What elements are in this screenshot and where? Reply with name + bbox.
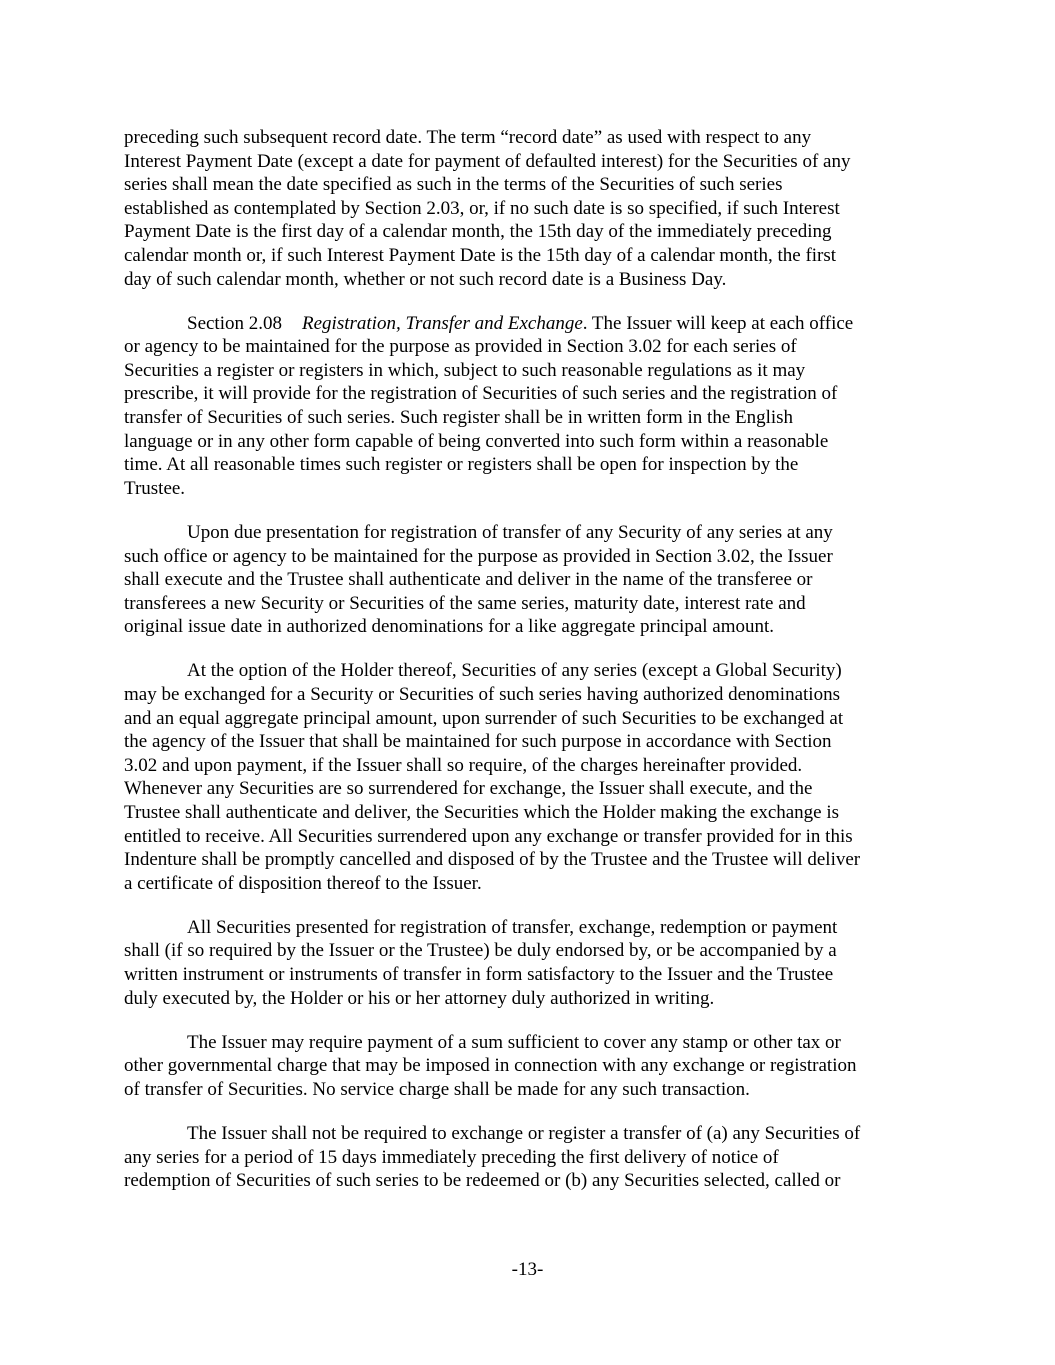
paragraph-exchange-option (124, 659, 934, 895)
text-line: any series for a period of 15 days immediately preceding the first delivery of notice of (124, 1146, 779, 1168)
text-line: preceding such subsequent record date. The term “record date” as used with respect to any (124, 127, 812, 148)
text-line: established as contemplated by Section 2.03, or, if no such date is so specified, if such Interest (124, 197, 840, 219)
text-line: other governmental charge that may be imposed in connection with any exchange or registration (124, 1055, 857, 1077)
section-heading-line (124, 312, 934, 336)
section-first-line-text: . The Issuer will keep at each office (582, 312, 854, 334)
text-line: 3.02 and upon payment, if the Issuer shall so require, of the charges hereinafter provided. (124, 754, 803, 776)
paragraph-exchange-restrictions (124, 1122, 934, 1193)
text-line: a certificate of disposition thereof to the Issuer. (124, 872, 482, 894)
text-line: redemption of Securities of such series to be redeemed or (b) any Securities selected, called or (124, 1170, 841, 1192)
text-line: shall execute and the Trustee shall authenticate and deliver in the name of the transferee or (124, 569, 813, 591)
text-line: transfer of Securities of such series. Such register shall be in written form in the English (124, 407, 794, 429)
text-line: may be exchanged for a Security or Securities of such series having authorized denominations (124, 683, 840, 705)
text-line: time. At all reasonable times such register or registers shall be open for inspection by the (124, 454, 799, 476)
page-number: -13- (511, 1259, 544, 1280)
document-body (124, 126, 934, 1213)
paragraph-section-2-08 (124, 312, 934, 501)
text-line: the agency of the Issuer that shall be maintained for such purpose in accordance with Section (124, 731, 832, 753)
text-line: prescribe, it will provide for the registration of Securities of such series and the registration of (124, 383, 838, 405)
text-line: original issue date in authorized denominations for a like aggregate principal amount. (124, 616, 775, 638)
text-line: such office or agency to be maintained for the purpose as provided in Section 3.02, the Issuer (124, 545, 833, 567)
text-line: written instrument or instruments of transfer in form satisfactory to the Issuer and the Trustee (124, 964, 834, 985)
text-line: duly executed by, the Holder or his or her attorney duly authorized in writing. (124, 987, 715, 1009)
text-line (124, 1031, 934, 1055)
text-line (124, 916, 934, 940)
text-line: transferees a new Security or Securities of the same series, maturity date, interest rate and (124, 592, 806, 614)
text-line: language or in any other form capable of being converted into such form within a reasonable (124, 430, 829, 452)
text-line: Trustee. (124, 477, 186, 499)
text-line: Interest Payment Date (except a date for payment of defaulted interest) for the Securities of any (124, 150, 851, 172)
text-line: Payment Date is the first day of a calendar month, the 15th day of the immediately preceding (124, 221, 832, 243)
text-line: or agency to be maintained for the purpose as provided in Section 3.02 for each series of (124, 336, 797, 358)
text-line: entitled to receive. All Securities surrendered upon any exchange or transfer provided for in this (124, 825, 853, 847)
text-line-content: All Securities presented for registration of transfer, exchange, redemption or payment (187, 916, 838, 938)
text-line: and an equal aggregate principal amount, upon surrender of such Securities to be exchanged at (124, 707, 844, 729)
text-line-content: The Issuer may require payment of a sum sufficient to cover any stamp or other tax or (187, 1031, 841, 1053)
text-line: series shall mean the date specified as such in the terms of the Securities of such series (124, 174, 783, 196)
paragraph-service-charge (124, 1031, 934, 1102)
text-line (124, 521, 934, 545)
text-line: shall (if so required by the Issuer or the Trustee) be duly endorsed by, or be accompanied by a (124, 940, 837, 962)
text-line: calendar month or, if such Interest Payment Date is the 15th day of a calendar month, the first (124, 244, 837, 266)
text-line: Securities a register or registers in which, subject to such reasonable regulations as it may (124, 359, 806, 381)
paragraph-endorsement (124, 916, 934, 1010)
text-line: Trustee shall authenticate and deliver, the Securities which the Holder making the exchange is (124, 801, 840, 823)
text-line (124, 659, 934, 683)
text-line-content: The Issuer shall not be required to exchange or register a transfer of (a) any Securities of (187, 1122, 861, 1144)
section-title: Registration, Transfer and Exchange (302, 312, 583, 334)
text-line-content: At the option of the Holder thereof, Securities of any series (except a Global Security) (187, 660, 842, 682)
text-line: Indenture shall be promptly cancelled and disposed of by the Trustee and the Trustee will deliver (124, 849, 861, 871)
section-number: Section 2.08 (187, 312, 282, 334)
text-line: Whenever any Securities are so surrendered for exchange, the Issuer shall execute, and the (124, 778, 813, 800)
text-line: day of such calendar month, whether or not such record date is a Business Day. (124, 268, 727, 290)
paragraph-record-date-continuation (124, 126, 934, 291)
paragraph-registration-of-transfer (124, 521, 934, 639)
text-line: of transfer of Securities. No service charge shall be made for any such transaction. (124, 1078, 750, 1100)
text-line-content: Upon due presentation for registration of transfer of any Security of any series at any (187, 521, 833, 543)
text-line (124, 1122, 934, 1146)
